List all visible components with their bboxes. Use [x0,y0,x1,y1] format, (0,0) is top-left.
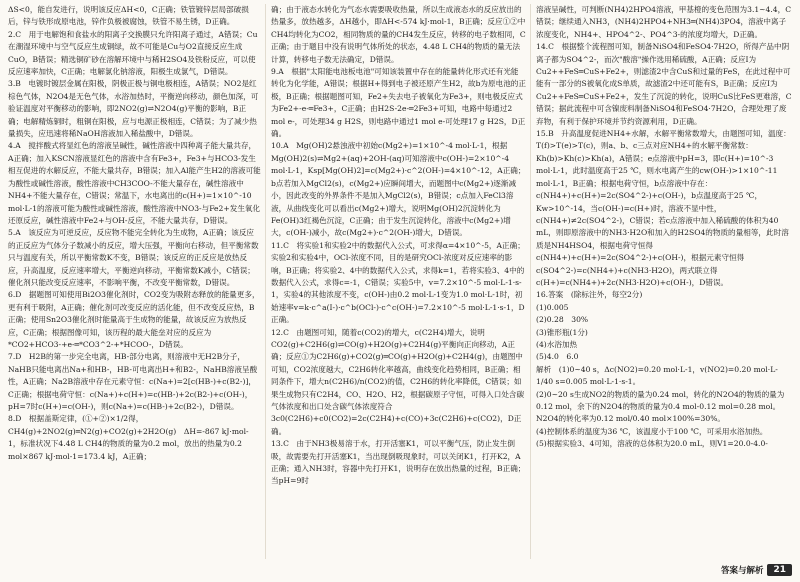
answer-paragraph: (2)0.28 30% [536,315,589,325]
answer-paragraph: (4)水浴加热 [536,339,578,349]
answer-paragraph: 11.C 将实验1和实验2中的数据代入公式，可求得α=4×10^-5，A正确；实验2和实验4中，OCl-浓度不同，目的是研究OCl-浓度对反应速率的影响，B正确；将实验2、4中的数据代入公式，求得k=1，若将实验3、4中的数据代入公式，求得c=-1，C错误；实验5中，v=7.2×10^-5 mol·L-1·s-1，实验4的其他浓度不变，c(OH-)由0.2 mol·L-1变为1.0 mol·L-1时，初始速率v=k·c^a(I-)·c^b(OCl-)·c^c(OH-)=7.2×10^-5 mol·L-1·s-1，D正确。 [271,240,525,325]
footer-label: 答案与解析 [720,566,764,576]
answer-paragraph: 16.答案 (除标注外，每空2分) [536,290,643,300]
answer-paragraph: 7.D H2B的第一步完全电离，HB-部分电离，则溶液中无H2B分子，NaHB只能电离出Na+和HB-，HB-可电离出H+和B2-，NaHB溶液呈酸性，A正确；Na2B溶液中存在元素守恒：c(Na+)=2[c(HB-)+c(B2-)]，C正确；根据电荷守恒：c(Na+)+c(H+)=c(HB-)+2c(B2-)+c(OH-)，pH=7时c(H+)=c(OH-)，则c(Na+)=c(HB-)+2c(B2-)，D错误。 [8,352,258,411]
answer-paragraph: (2)0~20 s生成NO2的物质的量为0.24 mol，转化的N2O4的物质的量为0.12 mol，余下的N2O4的物质的量为0.4 mol-0.12 mol=0.28 mol。N2O4的转化率为0.12 mol/0.40 mol×100%=30%。 [536,389,785,424]
answer-paragraph: 溶液呈碱性，可判断(NH4)2HPO4溶液，甲基橙的变色范围为3.1~4.4，C错误；继续通入NH3，(NH4)2HPO4+NH3═(NH4)3PO4，溶液中离子浓度变化，NH4+、HPO4^2-、PO4^3-的浓度均增大，D正确。 [536,5,792,39]
answer-paragraph: 12.C 由题图可知，随着c(CO2)的增大，c(C2H4)增大，说明CO2(g)+C2H6(g)⇌CO(g)+H2O(g)+C2H4(g)平衡向正向移动，A正确；反应①为C2H6(g)+CO2(g)═CO(g)+H2O(g)+C2H4(g)，由题图中可知，CO2浓度越大，C2H6转化率越高，曲线变化趋势相同，B正确；相同条件下，增大n(C2H6)/n(CO2)的值，C2H6的转化率降低，C错误；如果生成物只有C2H4，CO、H2O、H2，根据碳原子守恒，可得入口处含碳气体浓度和出口处含碳气体浓度符合3c0(C2H6)+c0(CO2)=2c(C2H4)+c(CO)+3c(C2H6)+c(CO2)，D正确。 [271,327,525,436]
answer-paragraph: (1)0.005 [536,302,569,312]
answer-paragraph: 3.B 电镀时镀层金属在阳极，阴极正极与铜电极相连，A错误；NO2是红棕色气体，N2O4是无色气体，水浴加热时，平衡逆向移动，颜色加深，可验证温度对平衡移动的影响，即2NO2(g)⇌N2O4(g)平衡的影响，B正确；电解精炼铜时，粗铜在阳极，应与电源正极相连，C错误；为了减少热量损失，应迅速将稀NaOH溶液加入稀盐酸中，D错误。 [8,79,259,139]
answer-paragraph: 2.C 用于电解饱和食盐水的阳离子交换膜只允许阳离子通过，A错误；Cu在潮湿环境中与空气反应生成铜绿，故不可能是Cu与O2直接反应生成CuO，B错误；精选铜矿砂在溶解环境中与稀H2SO4及铁粉反应，可以使反应速率加快，C正确；电解氯化钠溶液，阳极生成氯气，D错误。 [8,29,258,77]
answer-paragraph: ΔS<0，能自发进行，说明该反应ΔH<0，C正确；铁管镀锌层局部破损后，锌与铁形成原电池，锌作负极被腐蚀，铁管不易生锈，D正确。 [8,5,249,27]
answer-paragraph: 13.C 由于NH3极易溶于水，打开活塞K1，可以平衡气压，防止发生倒吸，故需要先打开活塞K1，当出现倒吸现象时，可以关闭K1，打开K2，A正确；通入NH3时，容器中先打开K1，说明存在放出热量的过程，B正确；当pH=9时 [271,439,526,486]
answer-paragraph: 14.C 根据整个流程图可知，制备NiSO4和FeSO4·7H2O，所得产品中阴离子都为SO4^2-，而次"酸溶"操作选用稀硫酸，A正确；反应Ⅰ为Cu2++FeS═CuS+Fe2+，则滤渣2中含CuS和过量的FeS，在此过程中可能有一部分的S被氧化成S单质，故滤渣2中还可能有S，B正确；反应Ⅰ为Cu2++FeS═CuS+Fe2+，发生了沉淀的转化，说明CuS比FeS更难溶，C错误；据此流程中可含镍废料制备NiSO4和FeSO4·7H2O，合理处理了废弃物，有利于保护环境并节约资源利用，D正确。 [536,42,792,126]
answer-paragraph: 8.D 根据盖斯定律，(①+②)×1/2得，CH4(g)+2NO2(g)═N2(g)+CO2(g)+2H2O(g) ΔH=-867 kJ·mol-1，标准状况下4.48 L CH4的物质的量为0.2 mol，放出的热量为0.2 mol×867 kJ·mol-1=173.4 kJ，A正确； [8,414,249,461]
page-footer [721,562,792,578]
answer-paragraph: 4.A 搅拌酸式将显红色的溶液呈碱性，碱性溶液中四种离子能大量共存，A正确；加入KSCN溶液显红色的溶液中含有Fe3+，Fe3+与HCO3-发生相互促进的水解反应，不能大量共存，B错误；加入Al能产生H2的溶液可能为酸性或碱性溶液，酸性溶液中CH3COO-不能大量存在，碱性溶液中NH4+不能大量存在，C错误；常温下，水电离出的c(H+)=1×10^-10 mol·L-1的溶液可能为酸性或碱性溶液，酸性溶液中NO3-与Fe2+发生氧化还原反应，碱性溶液中Fe2+与OH-反应，不能大量共存，D错误。 [8,141,261,225]
text-column-middle [271,4,526,559]
answer-paragraph: 解析 (1)0~40 s，Δc(NO2)=0.20 mol·L-1，v(NO2)=0.20 mol·L-1/40 s=0.005 mol·L-1·s-1。 [536,364,778,387]
answer-paragraph: 9.A 根据"太阳能电池板电池"可知该装置中存在的能量转化形式还有光能转化为化学能，A错误；根据H+得到电子被还原产生H2，故b为原电池的正极，B正确；根据题图可知，Fe2+失去电子被氧化为Fe3+，则电极反应式为Fe2+-e-═Fe3+，C正确；由H2S-2e-═2Fe3+可知，电路中每通过2 mol e-，可处理34 g H2S，则电路中通过1 mol e-可处理17 g H2S，D正确。 [271,67,526,139]
answer-paragraph: (5)根据实验3、4可知，溶液的总体积为20.0 mL，则V1=20.0-4.0- [536,439,768,449]
answer-paragraph: 确；由于液态水转化为气态水需要吸收热量，所以生成液态水的反应放出的热量多，放热越多，ΔH越小，即ΔH<-574 kJ·mol-1，B正确；反应①②中CH4均转化为CO2，相同物质的量的CH4发生反应，转移的电子数相同，C正确；由于题目中没有说明气体所处的状态，4.48 L CH4的物质的量无法计算，转移电子数无法确定，D错误。 [271,5,526,64]
column-divider [265,4,266,559]
answer-paragraph: (5)4.0 6.0 [536,352,579,362]
answer-paragraph: 15.B 升高温度促进NH4+水解，水解平衡常数增大，由题图可知，温度：T(f)>T(e)>T(c)，则a、b、c三点对应NH4+的水解平衡常数：Kh(b)>Kh(c)>Kh(a)，A错误；e点溶液中pH=3，即c(H+)=10^-3 mol·L-1，此时温度高于25 ℃，则水电离产生的cw(OH-)>1×10^-11 mol·L-1，B正确；根据电荷守恒，b点溶液中存在：c(NH4+)+c(H+)=2c(SO4^2-)+c(OH-)，b点温度高于25 ℃，Kw>10^-14，当c(OH-)=c(H+)时，溶液不显中性，c(NH4+)≠2c(SO4^2-)，C错误；若c点溶液中加入稀硫酸的体积为40 mL，则即原溶液中的NH3·H2O和加入的H2SO4的物质的量相等，此时溶质是NH4HSO4，根据电荷守恒得c(NH4+)+c(H+)=2c(SO4^2-)+c(OH-)，根据元素守恒得c(SO4^2-)=c(NH4+)+c(NH3·H2O)，两式联立得c(H+)=c(NH4+)+2c(NH3·H2O)+c(OH-)，D错误。 [536,129,791,287]
answer-paragraph: 6.D 据题图可知使用Bi2O3催化剂时，CO2变为吸附态释放的能量更多，更有利于吸附，A正确；催化剂可改变反应的活化能，但不改变反应热，B正确；使用Sn2O3催化剂时能量高于生成物的能量，故该反应为放热反应，C正确；根据图像可知，该历程的最大能垒对应的反应为*CO2+HCO3-+e-═*CO3^2-+*HCOO-，D错误。 [8,290,260,349]
text-column-right [536,4,792,559]
column-divider [530,4,531,559]
answer-paragraph: (4)控制体系的温度为36 ℃，该温度小于100 ℃，可采用水浴加热。 [536,426,768,436]
answer-paragraph: 10.A Mg(OH)2悬浊液中初始c(Mg2+)=1×10^-4 mol·L-1，根据Mg(OH)2(s)⇌Mg2+(aq)+2OH-(aq)可知溶液中c(OH-)=2×10^-4 mol·L-1，Ksp[Mg(OH)2]=c(Mg2+)·c^2(OH-)=4×10^-12，A正确；b点若加入MgCl2(s)，c(Mg2+)应瞬间增大，而题图中c(Mg2+)逐渐减小，因此改变的外界条件不是加入MgCl2(s)，B错误；c点加入FeCl3溶液，从曲线变化可以看出c(Mg2+)增大，说明Mg(OH)2沉淀转化为Fe(OH)3红褐色沉淀，C正确；由于发生沉淀转化，溶液中c(Mg2+)增大，c(OH-)减小，故c(Mg2+)·c^2(OH-)增大，D错误。 [271,141,526,238]
answer-paragraph: (3)锥形瓶(1分) [536,327,588,337]
page-number: 21 [767,564,792,576]
answer-paragraph: 5.A 该反应为可逆反应，反应物不能完全转化为生成物，A正确；该反应的正反应为气体分子数减小的反应，增大压强，平衡向右移动，但平衡常数只与温度有关，所以平衡常数K不变，B错误；该反应的正反应是放热反应，升高温度，反应速率增大，平衡逆向移动，平衡常数K减小，C错误；催化剂只能改变反应速率，不影响平衡，不改变平衡常数，D错误。 [8,228,259,287]
text-column-left [8,4,261,559]
